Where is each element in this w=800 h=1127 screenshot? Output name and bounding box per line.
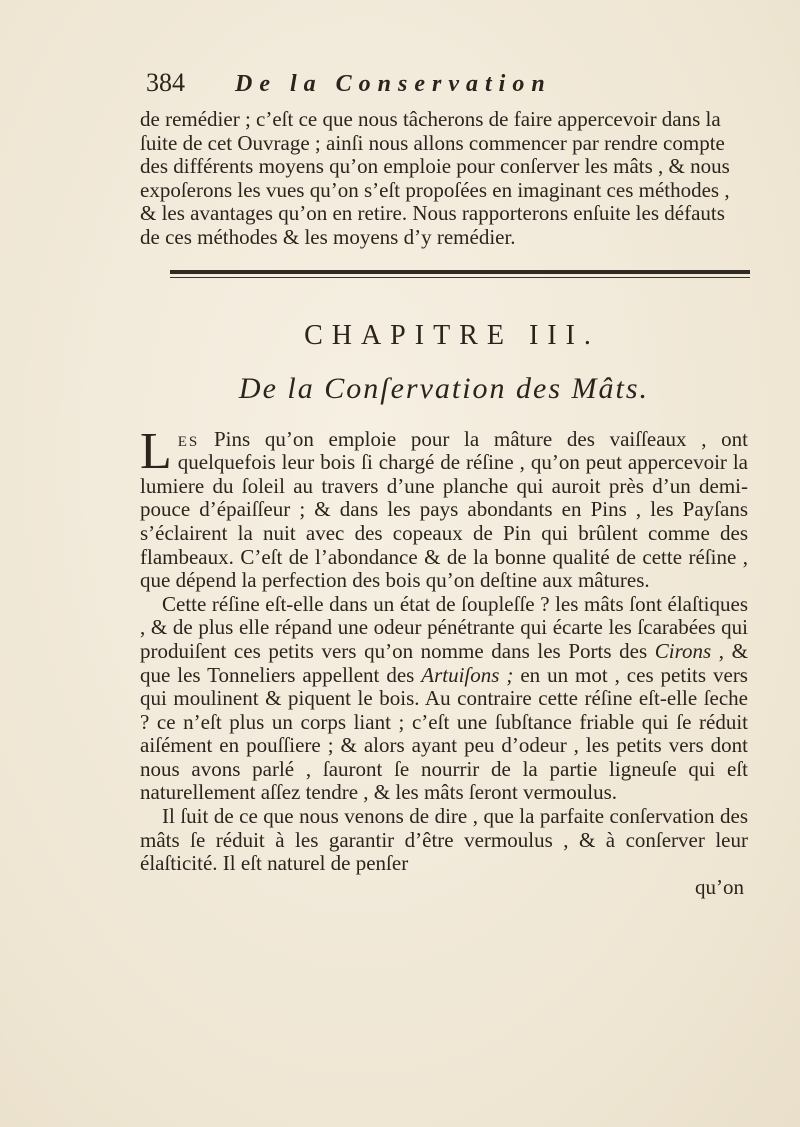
page-number: 384: [146, 68, 185, 97]
drop-cap: L: [140, 422, 172, 480]
intro-paragraph: de remédier ; c’eſt ce que nous tâcherons de faire appercevoir dans la ſuite de cet Ouvrage ; ainſi nous allons commencer par rendre compte des différents moyens qu’on emploie pour conſerver les mâts , & nous expoſerons les vues qu’on s’eſt propoſées en imaginant ces méthodes , & les avantages qu’on en retire. Nous rapporterons enſuite les défauts de ces méthodes & les moyens d’y remédier.: [140, 107, 730, 249]
divider-thick-rule: [170, 270, 750, 274]
running-title: De la Conservation: [235, 71, 552, 97]
paragraph-1-text: Pins qu’on emploie pour la mâture des vaiſſeaux , ont quelquefois leur bois ſi chargé de réſine , qu’on peut appercevoir la lumiere du ſoleil au travers d’une planche qui auroit près d’un demi-pouce d’épaiſſeur ; & dans les pays abondants en Pins , les Payſans s’éclairent la nuit avec des copeaux de Pin qui brûlent comme des flambeaux. C’eſt de l’abondance & de la bonne qualité de cette réſine , que dépend la perfection des bois qu’on deſtine aux mâtures.: [140, 426, 748, 593]
paragraph-2-text-b: , & que les Tonneliers appellent des: [140, 638, 748, 687]
lead-word-caps: es: [177, 426, 200, 451]
running-head: [140, 68, 748, 108]
paragraph-2-text-c: en un mot , ces petits vers qui moulinent & piquent le bois. Au contraire cette réſine eſt-elle ſeche ? ce n’eſt plus un corps liant ; c’eſt une ſubſtance friable qui ſe réduit aiſément en pouſſiere ; & alors ayant peu d’odeur , les petits vers dont nous avons parlé , ſauront ſe nourrir de la partie ligneuſe qui eſt naturellement aſſez tendre , & les mâts ſeront vermoulus.: [140, 662, 748, 805]
section-divider: [170, 270, 750, 278]
divider-thin-rule: [170, 277, 750, 278]
chapter-heading: CHAPITRE III.: [304, 319, 600, 351]
term-artuisons: Artuiſons ;: [421, 662, 514, 687]
paragraph-2: [140, 593, 748, 805]
chapter-subtitle: De la Conſervation des Mâts.: [238, 371, 650, 405]
paragraph-1: [140, 422, 748, 593]
paragraph-3: Il ſuit de ce que nous venons de dire , que la parfaite conſervation des mâts ſe réduit à les garantir d’être vermoulus , & à conſerver leur élaſticité. Il eſt naturel de penſer: [140, 804, 748, 876]
term-cirons: Cirons: [654, 638, 712, 663]
paragraph-2-text-a: Cette réſine eſt-elle dans un état de ſoupleſſe ? les mâts ſont élaſtiques , & de plus elle répand une odeur pénétrante qui écarte les ſcarabées qui produiſent ces petits vers qu’on nomme dans les Ports des: [140, 591, 748, 663]
catchword: qu’on: [695, 874, 744, 899]
